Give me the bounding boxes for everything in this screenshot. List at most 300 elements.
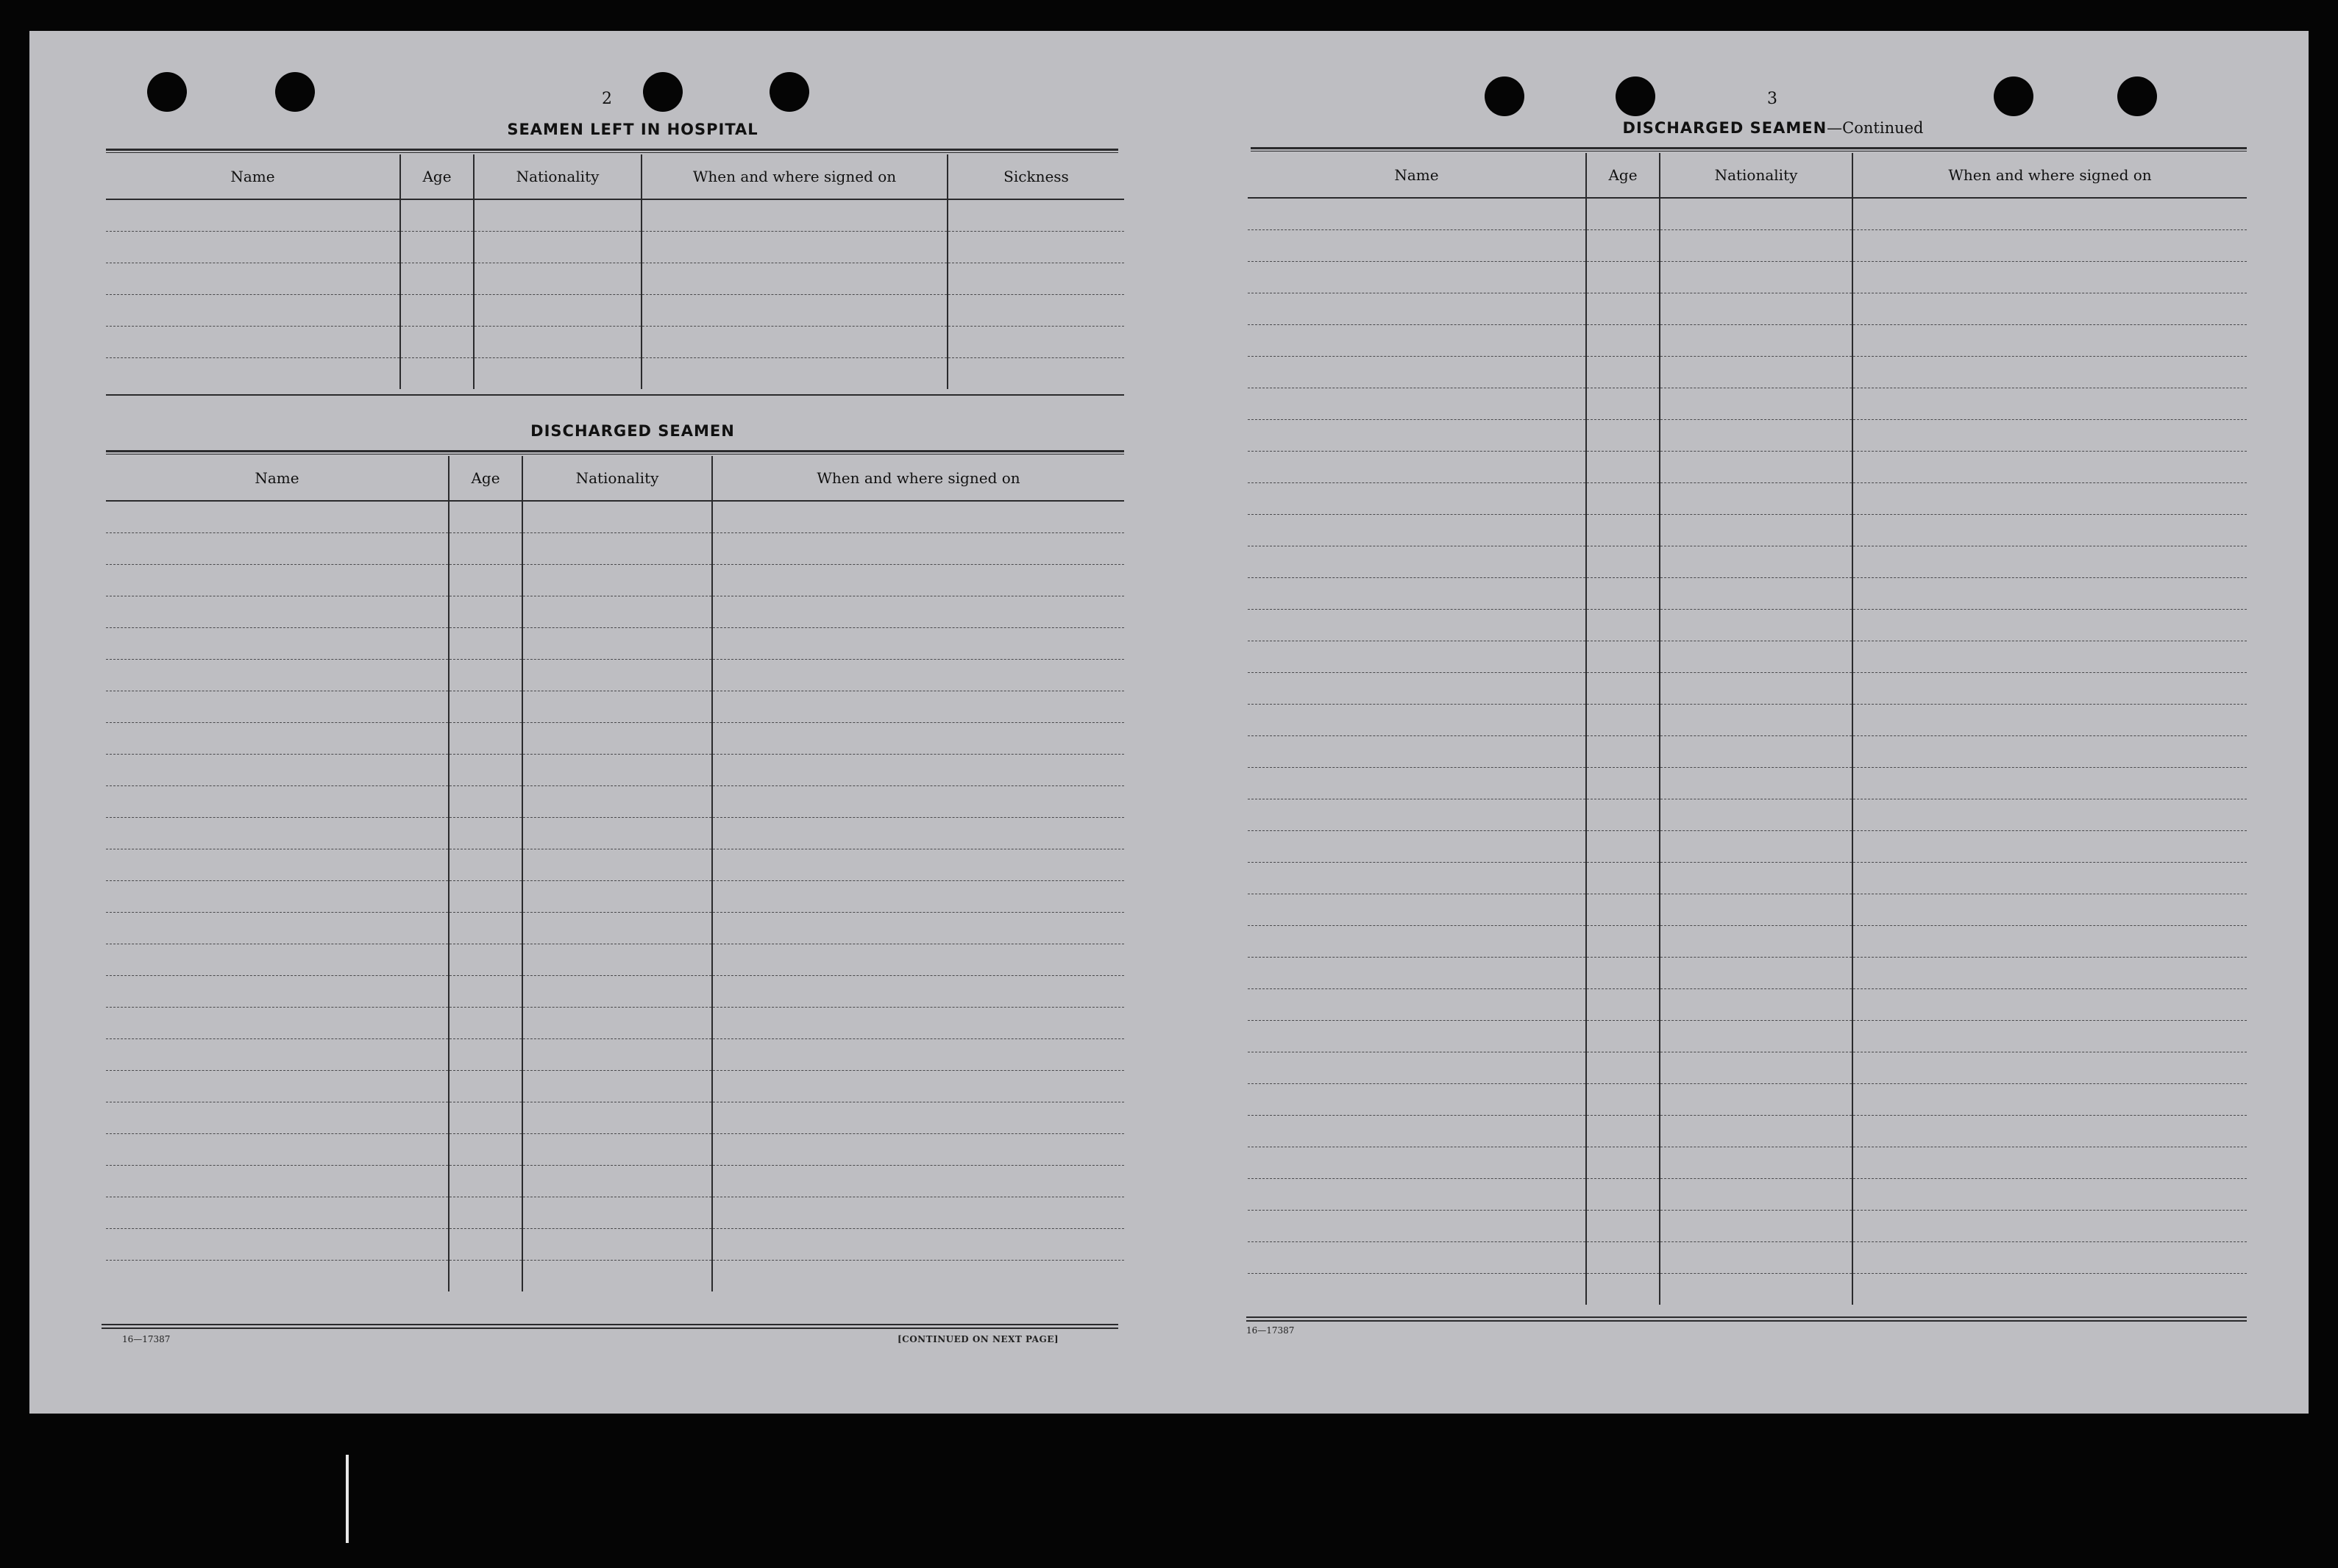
table-header-row — [106, 456, 1124, 501]
table-cell — [712, 691, 1124, 723]
table-cell — [1852, 262, 2247, 293]
table-cell — [712, 1008, 1124, 1039]
table-cell — [106, 565, 449, 596]
table-row — [1248, 262, 2247, 293]
table-row — [1248, 1021, 2247, 1052]
table-cell — [1852, 546, 2247, 578]
table-cell — [522, 1039, 712, 1071]
table-row — [1248, 926, 2247, 958]
table-row — [106, 913, 1124, 944]
table-row — [106, 263, 1124, 295]
table-cell — [1248, 262, 1586, 293]
table-row — [1248, 673, 2247, 705]
scan-artifact — [346, 1455, 349, 1543]
table-cell — [1586, 705, 1660, 736]
hospital-table — [106, 154, 1124, 389]
discharged-rows-left — [106, 501, 1124, 1291]
table-row — [106, 849, 1124, 881]
table-cell — [522, 628, 712, 660]
table-cell — [522, 1229, 712, 1261]
form-number: 16—17387 — [122, 1334, 171, 1344]
table-cell — [1852, 1274, 2247, 1305]
table-cell — [948, 263, 1124, 295]
table-cell — [712, 628, 1124, 660]
table-row — [106, 786, 1124, 818]
table-cell — [106, 913, 449, 944]
table-cell — [1586, 1211, 1660, 1242]
table-cell — [642, 232, 948, 263]
table-cell — [1660, 198, 1852, 230]
table-cell — [106, 263, 400, 295]
table-cell — [1660, 894, 1852, 926]
table-cell — [1852, 420, 2247, 452]
table-cell — [522, 755, 712, 786]
table-cell — [1852, 230, 2247, 262]
page-number: 2 — [602, 90, 612, 108]
table-row — [106, 1261, 1124, 1292]
table-row — [1248, 230, 2247, 262]
table-cell — [1660, 483, 1852, 515]
table-cell — [1248, 894, 1586, 926]
table-cell — [106, 723, 449, 755]
section-rule — [1251, 147, 2247, 152]
table-cell — [1248, 1147, 1586, 1179]
table-row — [106, 596, 1124, 628]
table-row — [1248, 1211, 2247, 1242]
table-cell — [106, 199, 400, 232]
table-cell — [1248, 515, 1586, 546]
column-header-name: Name — [106, 154, 400, 199]
column-header-name: Name — [1248, 153, 1586, 198]
table-cell — [106, 1197, 449, 1229]
table-header-row — [1248, 153, 2247, 198]
table-cell — [1852, 831, 2247, 863]
table-cell — [1248, 452, 1586, 483]
table-cell — [1248, 1274, 1586, 1305]
section-rule — [106, 149, 1118, 153]
table-cell — [1248, 831, 1586, 863]
table-cell — [1660, 388, 1852, 420]
table-row — [1248, 578, 2247, 610]
table-row — [1248, 768, 2247, 799]
table-row — [1248, 483, 2247, 515]
table-row — [106, 691, 1124, 723]
table-cell — [1852, 768, 2247, 799]
table-row — [1248, 1179, 2247, 1211]
table-cell — [1586, 230, 1660, 262]
table-cell — [1586, 262, 1660, 293]
table-row — [106, 818, 1124, 849]
table-row — [1248, 1084, 2247, 1116]
table-row — [1248, 420, 2247, 452]
table-row — [1248, 1052, 2247, 1084]
table-cell — [1852, 515, 2247, 546]
table-cell — [1660, 736, 1852, 768]
table-cell — [449, 1261, 522, 1292]
table-cell — [106, 1102, 449, 1134]
table-cell — [106, 1166, 449, 1197]
table-cell — [1660, 1242, 1852, 1274]
table-cell — [1660, 1116, 1852, 1147]
table-cell — [449, 691, 522, 723]
table-row — [106, 1039, 1124, 1071]
table-cell — [1586, 958, 1660, 989]
table-cell — [642, 263, 948, 295]
table-cell — [1586, 1021, 1660, 1052]
table-cell — [1248, 1052, 1586, 1084]
table-cell — [449, 596, 522, 628]
table-cell — [1660, 673, 1852, 705]
table-cell — [106, 1229, 449, 1261]
table-cell — [1660, 610, 1852, 641]
table-cell — [449, 849, 522, 881]
table-cell — [1852, 958, 2247, 989]
table-row — [106, 1166, 1124, 1197]
table-cell — [522, 723, 712, 755]
table-cell — [712, 533, 1124, 565]
table-cell — [1660, 262, 1852, 293]
table-cell — [1586, 673, 1660, 705]
table-cell — [1248, 357, 1586, 388]
table-cell — [449, 944, 522, 976]
table-cell — [449, 533, 522, 565]
table-cell — [1248, 325, 1586, 357]
section-title-discharged-continued — [1508, 119, 2038, 137]
table-cell — [1852, 610, 2247, 641]
table-row — [1248, 1242, 2247, 1274]
table-cell — [1586, 1179, 1660, 1211]
table-cell — [1586, 1084, 1660, 1116]
table-cell — [1660, 452, 1852, 483]
table-cell — [948, 295, 1124, 327]
table-cell — [712, 786, 1124, 818]
table-row — [1248, 515, 2247, 546]
table-cell — [712, 1261, 1124, 1292]
table-row — [1248, 831, 2247, 863]
table-cell — [474, 327, 642, 358]
table-cell — [449, 913, 522, 944]
table-cell — [474, 232, 642, 263]
table-cell — [1660, 641, 1852, 673]
table-row — [106, 501, 1124, 533]
table-row — [1248, 357, 2247, 388]
table-cell — [1852, 198, 2247, 230]
table-cell — [1852, 1179, 2247, 1211]
table-cell — [1852, 863, 2247, 894]
column-header-age: Age — [1586, 153, 1660, 198]
table-cell — [1852, 1084, 2247, 1116]
table-cell — [106, 755, 449, 786]
table-cell — [522, 944, 712, 976]
table-cell — [1660, 958, 1852, 989]
table-cell — [522, 596, 712, 628]
table-cell — [1660, 768, 1852, 799]
table-cell — [1586, 198, 1660, 230]
table-cell — [1660, 325, 1852, 357]
table-cell — [1586, 388, 1660, 420]
table-cell — [1248, 293, 1586, 325]
table-row — [106, 533, 1124, 565]
continued-note: [CONTINUED ON NEXT PAGE] — [898, 1334, 1059, 1344]
table-cell — [449, 881, 522, 913]
table-cell — [449, 1071, 522, 1102]
table-cell — [1248, 863, 1586, 894]
table-row — [106, 1102, 1124, 1134]
table-cell — [400, 263, 474, 295]
table-cell — [1586, 926, 1660, 958]
table-row — [1248, 958, 2247, 989]
table-cell — [1248, 388, 1586, 420]
table-cell — [712, 913, 1124, 944]
table-cell — [1660, 230, 1852, 262]
table-cell — [1586, 546, 1660, 578]
table-cell — [1586, 515, 1660, 546]
table-cell — [1660, 515, 1852, 546]
table-cell — [449, 723, 522, 755]
table-cell — [449, 660, 522, 691]
table-row — [106, 199, 1124, 232]
table-cell — [1660, 863, 1852, 894]
table-bottom-rule — [106, 394, 1124, 397]
table-cell — [1852, 1211, 2247, 1242]
table-cell — [106, 1261, 449, 1292]
table-cell — [1248, 989, 1586, 1021]
table-cell — [1586, 863, 1660, 894]
table-cell — [1248, 673, 1586, 705]
table-cell — [1852, 452, 2247, 483]
table-cell — [948, 232, 1124, 263]
table-cell — [1586, 483, 1660, 515]
table-cell — [1852, 357, 2247, 388]
table-cell — [522, 976, 712, 1008]
discharged-table-right — [1248, 153, 2247, 1305]
column-header-signed-on: When and where signed on — [642, 154, 948, 199]
table-cell — [1852, 578, 2247, 610]
table-bottom-rule — [1246, 1316, 2247, 1322]
table-row — [106, 327, 1124, 358]
table-cell — [1248, 958, 1586, 989]
table-cell — [712, 755, 1124, 786]
table-cell — [1852, 736, 2247, 768]
table-cell — [1586, 989, 1660, 1021]
table-cell — [522, 1166, 712, 1197]
table-cell — [474, 263, 642, 295]
table-row — [1248, 452, 2247, 483]
table-bottom-rule — [102, 1324, 1118, 1329]
table-cell — [1660, 420, 1852, 452]
table-cell — [106, 849, 449, 881]
table-cell — [106, 881, 449, 913]
table-cell — [712, 1071, 1124, 1102]
table-cell — [712, 1229, 1124, 1261]
table-cell — [522, 818, 712, 849]
table-cell — [106, 501, 449, 533]
table-cell — [522, 1008, 712, 1039]
section-title-hospital: SEAMEN LEFT IN HOSPITAL — [507, 121, 758, 138]
table-cell — [1852, 641, 2247, 673]
table-row — [106, 660, 1124, 691]
table-cell — [1248, 578, 1586, 610]
table-row — [1248, 799, 2247, 831]
table-cell — [522, 1134, 712, 1166]
table-cell — [1660, 546, 1852, 578]
table-cell — [106, 628, 449, 660]
section-rule — [106, 450, 1124, 455]
table-cell — [642, 327, 948, 358]
table-cell — [1586, 420, 1660, 452]
table-cell — [1852, 325, 2247, 357]
table-cell — [1248, 1084, 1586, 1116]
table-row — [106, 881, 1124, 913]
section-title-text: DISCHARGED SEAMEN — [1622, 119, 1827, 137]
table-cell — [522, 533, 712, 565]
table-row — [106, 1229, 1124, 1261]
table-cell — [1248, 641, 1586, 673]
table-cell — [400, 232, 474, 263]
table-cell — [106, 818, 449, 849]
table-cell — [1586, 736, 1660, 768]
table-cell — [522, 691, 712, 723]
table-cell — [522, 849, 712, 881]
table-cell — [1852, 705, 2247, 736]
column-header-age: Age — [400, 154, 474, 199]
table-cell — [522, 565, 712, 596]
column-header-name: Name — [106, 456, 449, 501]
table-cell — [1852, 1147, 2247, 1179]
table-cell — [1852, 989, 2247, 1021]
table-row — [106, 358, 1124, 390]
table-cell — [1248, 610, 1586, 641]
table-cell — [474, 295, 642, 327]
table-row — [1248, 641, 2247, 673]
table-cell — [1586, 1147, 1660, 1179]
table-cell — [1248, 483, 1586, 515]
table-cell — [1660, 578, 1852, 610]
table-row — [1248, 894, 2247, 926]
table-cell — [1248, 926, 1586, 958]
table-cell — [712, 723, 1124, 755]
table-cell — [1852, 388, 2247, 420]
table-cell — [1660, 799, 1852, 831]
table-cell — [712, 976, 1124, 1008]
table-cell — [1852, 673, 2247, 705]
table-cell — [1586, 1116, 1660, 1147]
table-cell — [948, 199, 1124, 232]
table-row — [106, 1071, 1124, 1102]
table-cell — [1660, 989, 1852, 1021]
table-cell — [712, 1102, 1124, 1134]
table-cell — [1586, 799, 1660, 831]
table-row — [106, 723, 1124, 755]
table-cell — [1660, 293, 1852, 325]
table-cell — [106, 232, 400, 263]
right-page — [1170, 31, 2309, 1414]
table-cell — [1852, 1021, 2247, 1052]
table-row — [1248, 388, 2247, 420]
table-cell — [449, 818, 522, 849]
table-cell — [712, 944, 1124, 976]
table-cell — [449, 565, 522, 596]
table-cell — [642, 295, 948, 327]
table-cell — [522, 1071, 712, 1102]
table-row — [106, 1008, 1124, 1039]
column-header-signed-on: When and where signed on — [1852, 153, 2247, 198]
table-cell — [712, 660, 1124, 691]
table-cell — [1660, 1179, 1852, 1211]
column-header-signed-on: When and where signed on — [712, 456, 1124, 501]
table-cell — [106, 327, 400, 358]
table-cell — [106, 1134, 449, 1166]
table-cell — [1248, 736, 1586, 768]
table-cell — [106, 1039, 449, 1071]
column-header-nationality: Nationality — [1660, 153, 1852, 198]
table-row — [106, 976, 1124, 1008]
table-cell — [1852, 293, 2247, 325]
table-row — [106, 944, 1124, 976]
table-cell — [1586, 1052, 1660, 1084]
discharged-rows-right — [1248, 198, 2247, 1305]
table-cell — [1248, 1242, 1586, 1274]
table-cell — [106, 691, 449, 723]
table-cell — [1248, 768, 1586, 799]
table-cell — [449, 1102, 522, 1134]
table-cell — [642, 358, 948, 390]
table-cell — [712, 1134, 1124, 1166]
table-cell — [522, 1261, 712, 1292]
table-cell — [1586, 894, 1660, 926]
table-cell — [106, 295, 400, 327]
table-cell — [1248, 420, 1586, 452]
table-cell — [106, 358, 400, 390]
table-cell — [106, 976, 449, 1008]
table-row — [106, 295, 1124, 327]
table-cell — [712, 1039, 1124, 1071]
table-cell — [712, 565, 1124, 596]
column-header-sickness: Sickness — [948, 154, 1124, 199]
table-row — [1248, 1274, 2247, 1305]
table-cell — [522, 1102, 712, 1134]
table-cell — [1660, 705, 1852, 736]
table-cell — [712, 881, 1124, 913]
table-row — [1248, 610, 2247, 641]
table-cell — [474, 199, 642, 232]
table-cell — [106, 533, 449, 565]
form-number: 16—17387 — [1246, 1325, 1295, 1336]
table-cell — [522, 881, 712, 913]
table-cell — [449, 1134, 522, 1166]
table-row — [1248, 736, 2247, 768]
table-row — [1248, 989, 2247, 1021]
table-cell — [400, 327, 474, 358]
table-cell — [1586, 831, 1660, 863]
table-cell — [1660, 1021, 1852, 1052]
table-cell — [712, 501, 1124, 533]
table-cell — [1586, 357, 1660, 388]
table-cell — [642, 199, 948, 232]
table-cell — [474, 358, 642, 390]
table-cell — [1852, 1116, 2247, 1147]
table-cell — [1852, 1242, 2247, 1274]
page-number: 3 — [1767, 90, 1777, 108]
table-row — [106, 232, 1124, 263]
table-cell — [522, 786, 712, 818]
table-cell — [1660, 1211, 1852, 1242]
table-cell — [1586, 768, 1660, 799]
table-cell — [1248, 705, 1586, 736]
table-cell — [449, 1039, 522, 1071]
table-cell — [712, 849, 1124, 881]
table-cell — [1248, 1179, 1586, 1211]
